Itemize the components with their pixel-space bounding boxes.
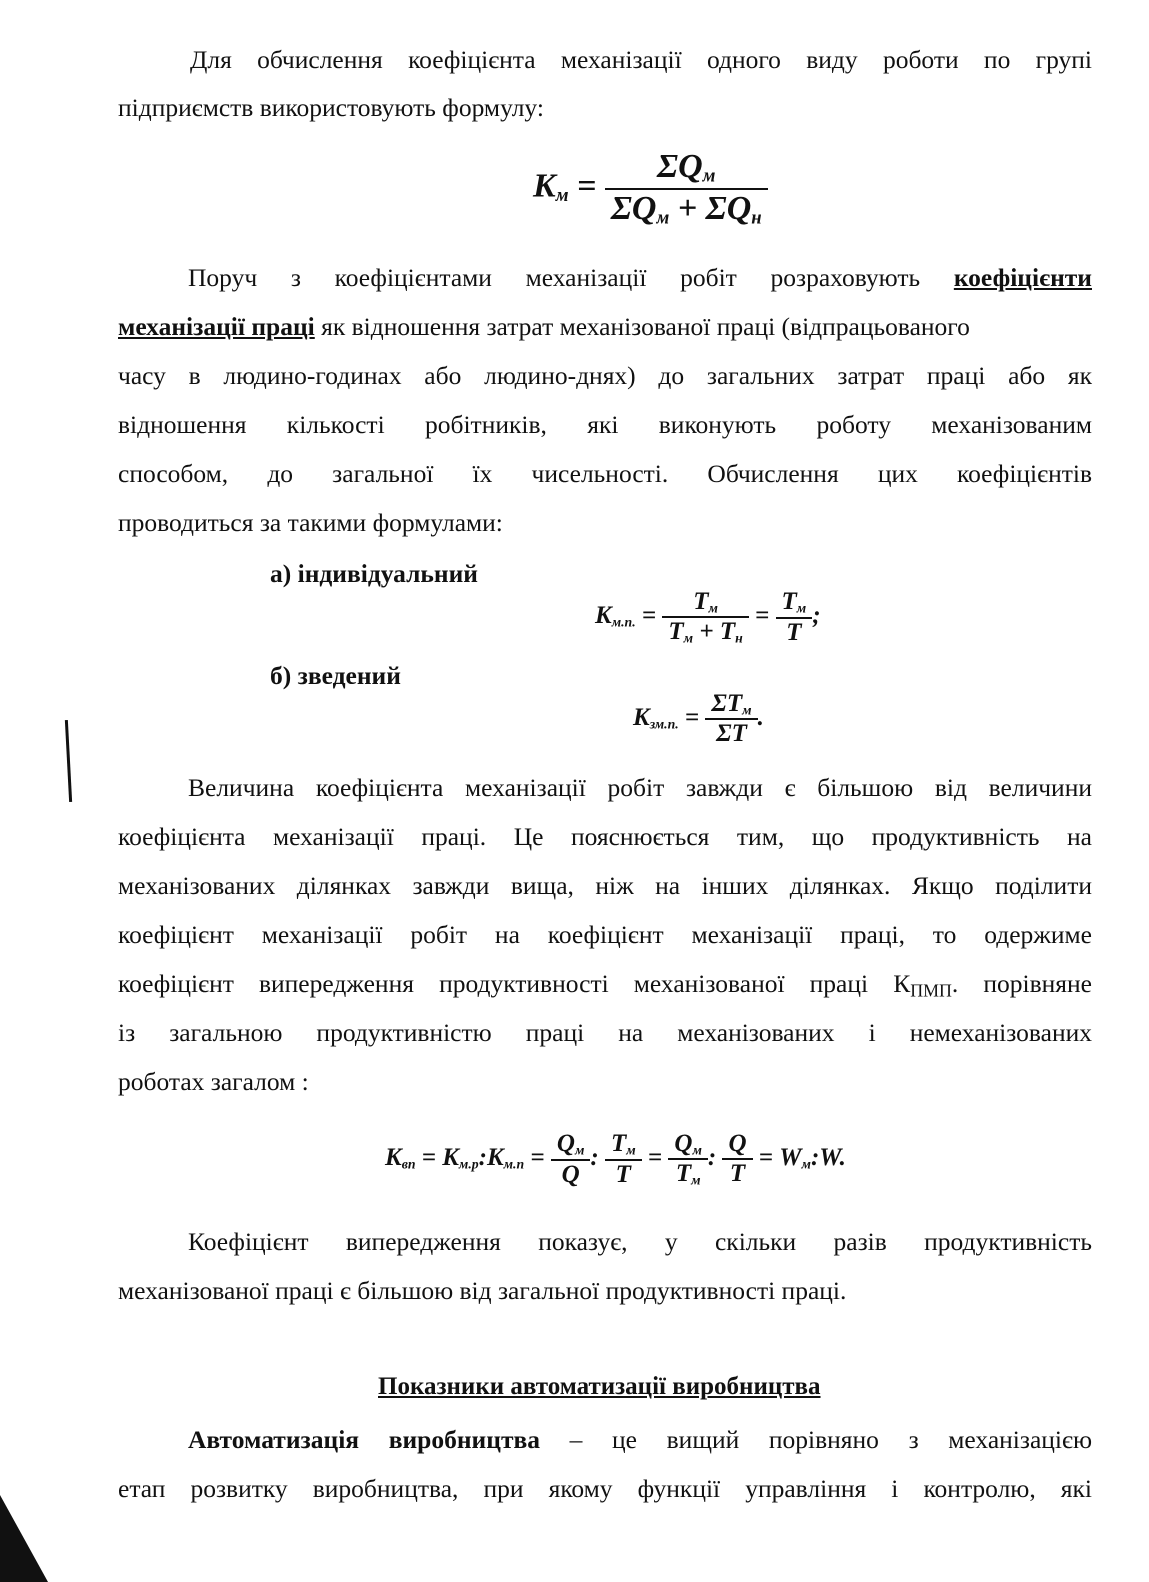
label-individual: а) індивідуальний: [270, 559, 478, 588]
paragraph-3-line-7: роботах загалом :: [118, 1067, 309, 1096]
paragraph-3-line-6: із загальною продуктивністю праці на механізованих і немеханізованих: [118, 1018, 1092, 1047]
label-aggregate: б) зведений: [270, 661, 401, 690]
paragraph-3-line-2: коефіцієнта механізації праці. Це пояснюється тим, що продуктивність на: [118, 822, 1092, 851]
section-heading: Показники автоматизації виробництва: [378, 1373, 821, 1400]
term-labor-mechanization: коефіцієнти: [953, 263, 1092, 292]
paragraph-5-line-1: Автоматизація виробництва – це вищий порівняно з механізацією: [188, 1425, 1092, 1454]
formula-fraction: $\frac{\Sigma Q_м}{\Sigma Q_м + \Sigma Q_н}$: [605, 148, 768, 229]
formula-symbol: K: [533, 167, 556, 205]
paragraph-3-line-4: коефіцієнт механізації робіт на коефіцієнт механізації праці, то одержиме: [118, 920, 1092, 949]
paragraph-3-line-3: механізованих ділянках завжди вища, ніж на інших ділянках. Якщо поділити: [118, 871, 1092, 900]
paragraph-2-line-4: відношення кількості робітників, які виконують роботу механізованим: [118, 410, 1092, 439]
paragraph-3-line-1: Величина коефіцієнта механізації робіт завжди є більшою від величини: [188, 773, 1092, 802]
paragraph-2-line-1: Поруч з коефіцієнтами механізації робіт розраховують коефіцієнти: [188, 263, 1092, 292]
formula-advance-coefficient: $K_{вп}$ = $K_{м.р}:K_{м.п}$ = $\frac{Q_м}{Q}$ : $\frac{T_м}{T}$ = $\frac{Q_м}{T_м}$ : $\frac{Q}{T}$ = $W_м:W$.: [385, 1130, 846, 1188]
formula-individual: $K_{м.п.}$ = $\frac{T_м}{T_м + T_н}$ = $\frac{T_м}{T}$ ;: [595, 588, 821, 646]
margin-mark: [65, 720, 72, 802]
paragraph-2-line-3: часу в людино-годинах або людино-днях) до загальних затрат праці або як: [118, 361, 1092, 390]
term-automation: Автоматизація виробництва: [188, 1425, 540, 1454]
formula-subscript: м: [555, 185, 569, 207]
paragraph-1-line-1: Для обчислення коефіцієнта механізації одного виду роботи по групі: [190, 45, 1092, 74]
paragraph-2-line-6: проводиться за такими формулами:: [118, 508, 503, 537]
scan-corner-mark: [0, 1495, 48, 1582]
formula-mechanization-coefficient: $K_м$ = $\frac{\Sigma Q_м}{\Sigma Q_м + \Sigma Q_н}$: [533, 148, 768, 229]
paragraph-3-line-5: коефіцієнт випередження продуктивності механізованої праці $К_{ПМП}$. порівняне: [118, 969, 1092, 1001]
paragraph-2-line-2: механізації праці як відношення затрат механізованої праці (відпрацьованого: [118, 312, 970, 341]
paragraph-4-line-2: механізованої праці є більшою від загальної продуктивності праці.: [118, 1276, 847, 1305]
paragraph-5-line-2: етап розвитку виробництва, при якому функції управління і контролю, які: [118, 1474, 1092, 1503]
formula-aggregate: $K_{зм.п.}$ = $\frac{\Sigma T_м}{\Sigma T}$ .: [633, 690, 764, 748]
paragraph-2-line-5: способом, до загальної їх чисельності. Обчислення цих коефіцієнтів: [118, 459, 1092, 488]
paragraph-1-line-2: підприємств використовують формулу:: [118, 93, 544, 122]
paragraph-4-line-1: Коефіцієнт випередження показує, у скільки разів продуктивність: [188, 1227, 1092, 1256]
